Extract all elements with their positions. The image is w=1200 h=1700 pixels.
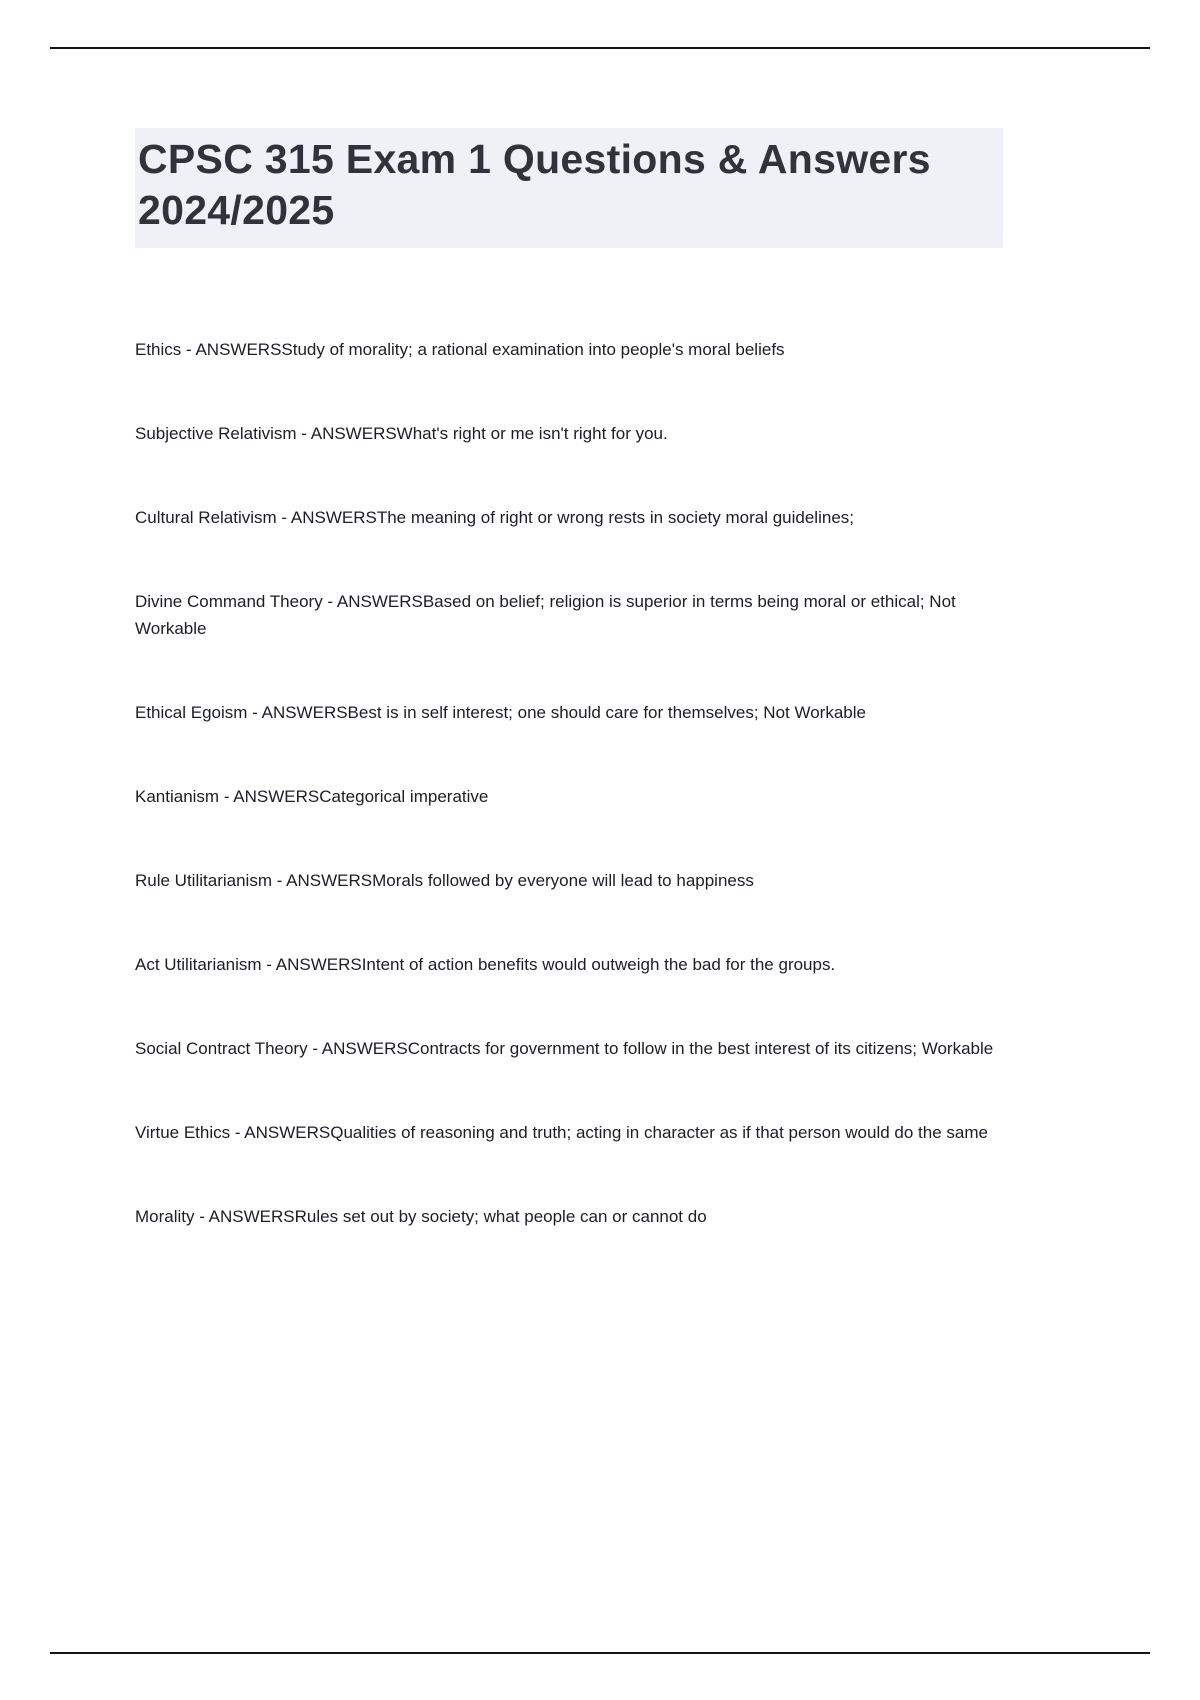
qa-item: Ethical Egoism - ANSWERSBest is in self interest; one should care for themselves; Not Workable xyxy=(135,702,866,722)
qa-item: Divine Command Theory - ANSWERSBased on belief; religion is superior in terms being moral or ethical; Not Workable xyxy=(135,591,956,638)
qa-item: Act Utilitarianism - ANSWERSIntent of action benefits would outweigh the bad for the groups. xyxy=(135,954,836,974)
qa-item: Cultural Relativism - ANSWERSThe meaning of right or wrong rests in society moral guidelines; xyxy=(135,507,854,527)
qa-item: Virtue Ethics - ANSWERSQualities of reasoning and truth; acting in character as if that person would do the same xyxy=(135,1122,988,1142)
qa-item: Subjective Relativism - ANSWERSWhat's right or me isn't right for you. xyxy=(135,423,668,443)
qa-item: Ethics - ANSWERSStudy of morality; a rational examination into people's moral beliefs xyxy=(135,339,785,359)
page-content xyxy=(135,128,1003,1287)
top-rule xyxy=(50,47,1150,49)
qa-item: Kantianism - ANSWERSCategorical imperative xyxy=(135,786,489,806)
page-title: CPSC 315 Exam 1 Questions & Answers 2024/2025 xyxy=(135,128,1003,248)
qa-list xyxy=(135,336,1003,1230)
qa-item: Rule Utilitarianism - ANSWERSMorals followed by everyone will lead to happiness xyxy=(135,870,754,890)
qa-item: Morality - ANSWERSRules set out by society; what people can or cannot do xyxy=(135,1206,707,1226)
qa-item: Social Contract Theory - ANSWERSContracts for government to follow in the best interest of its citizens; Workable xyxy=(135,1038,994,1058)
bottom-rule xyxy=(50,1652,1150,1654)
